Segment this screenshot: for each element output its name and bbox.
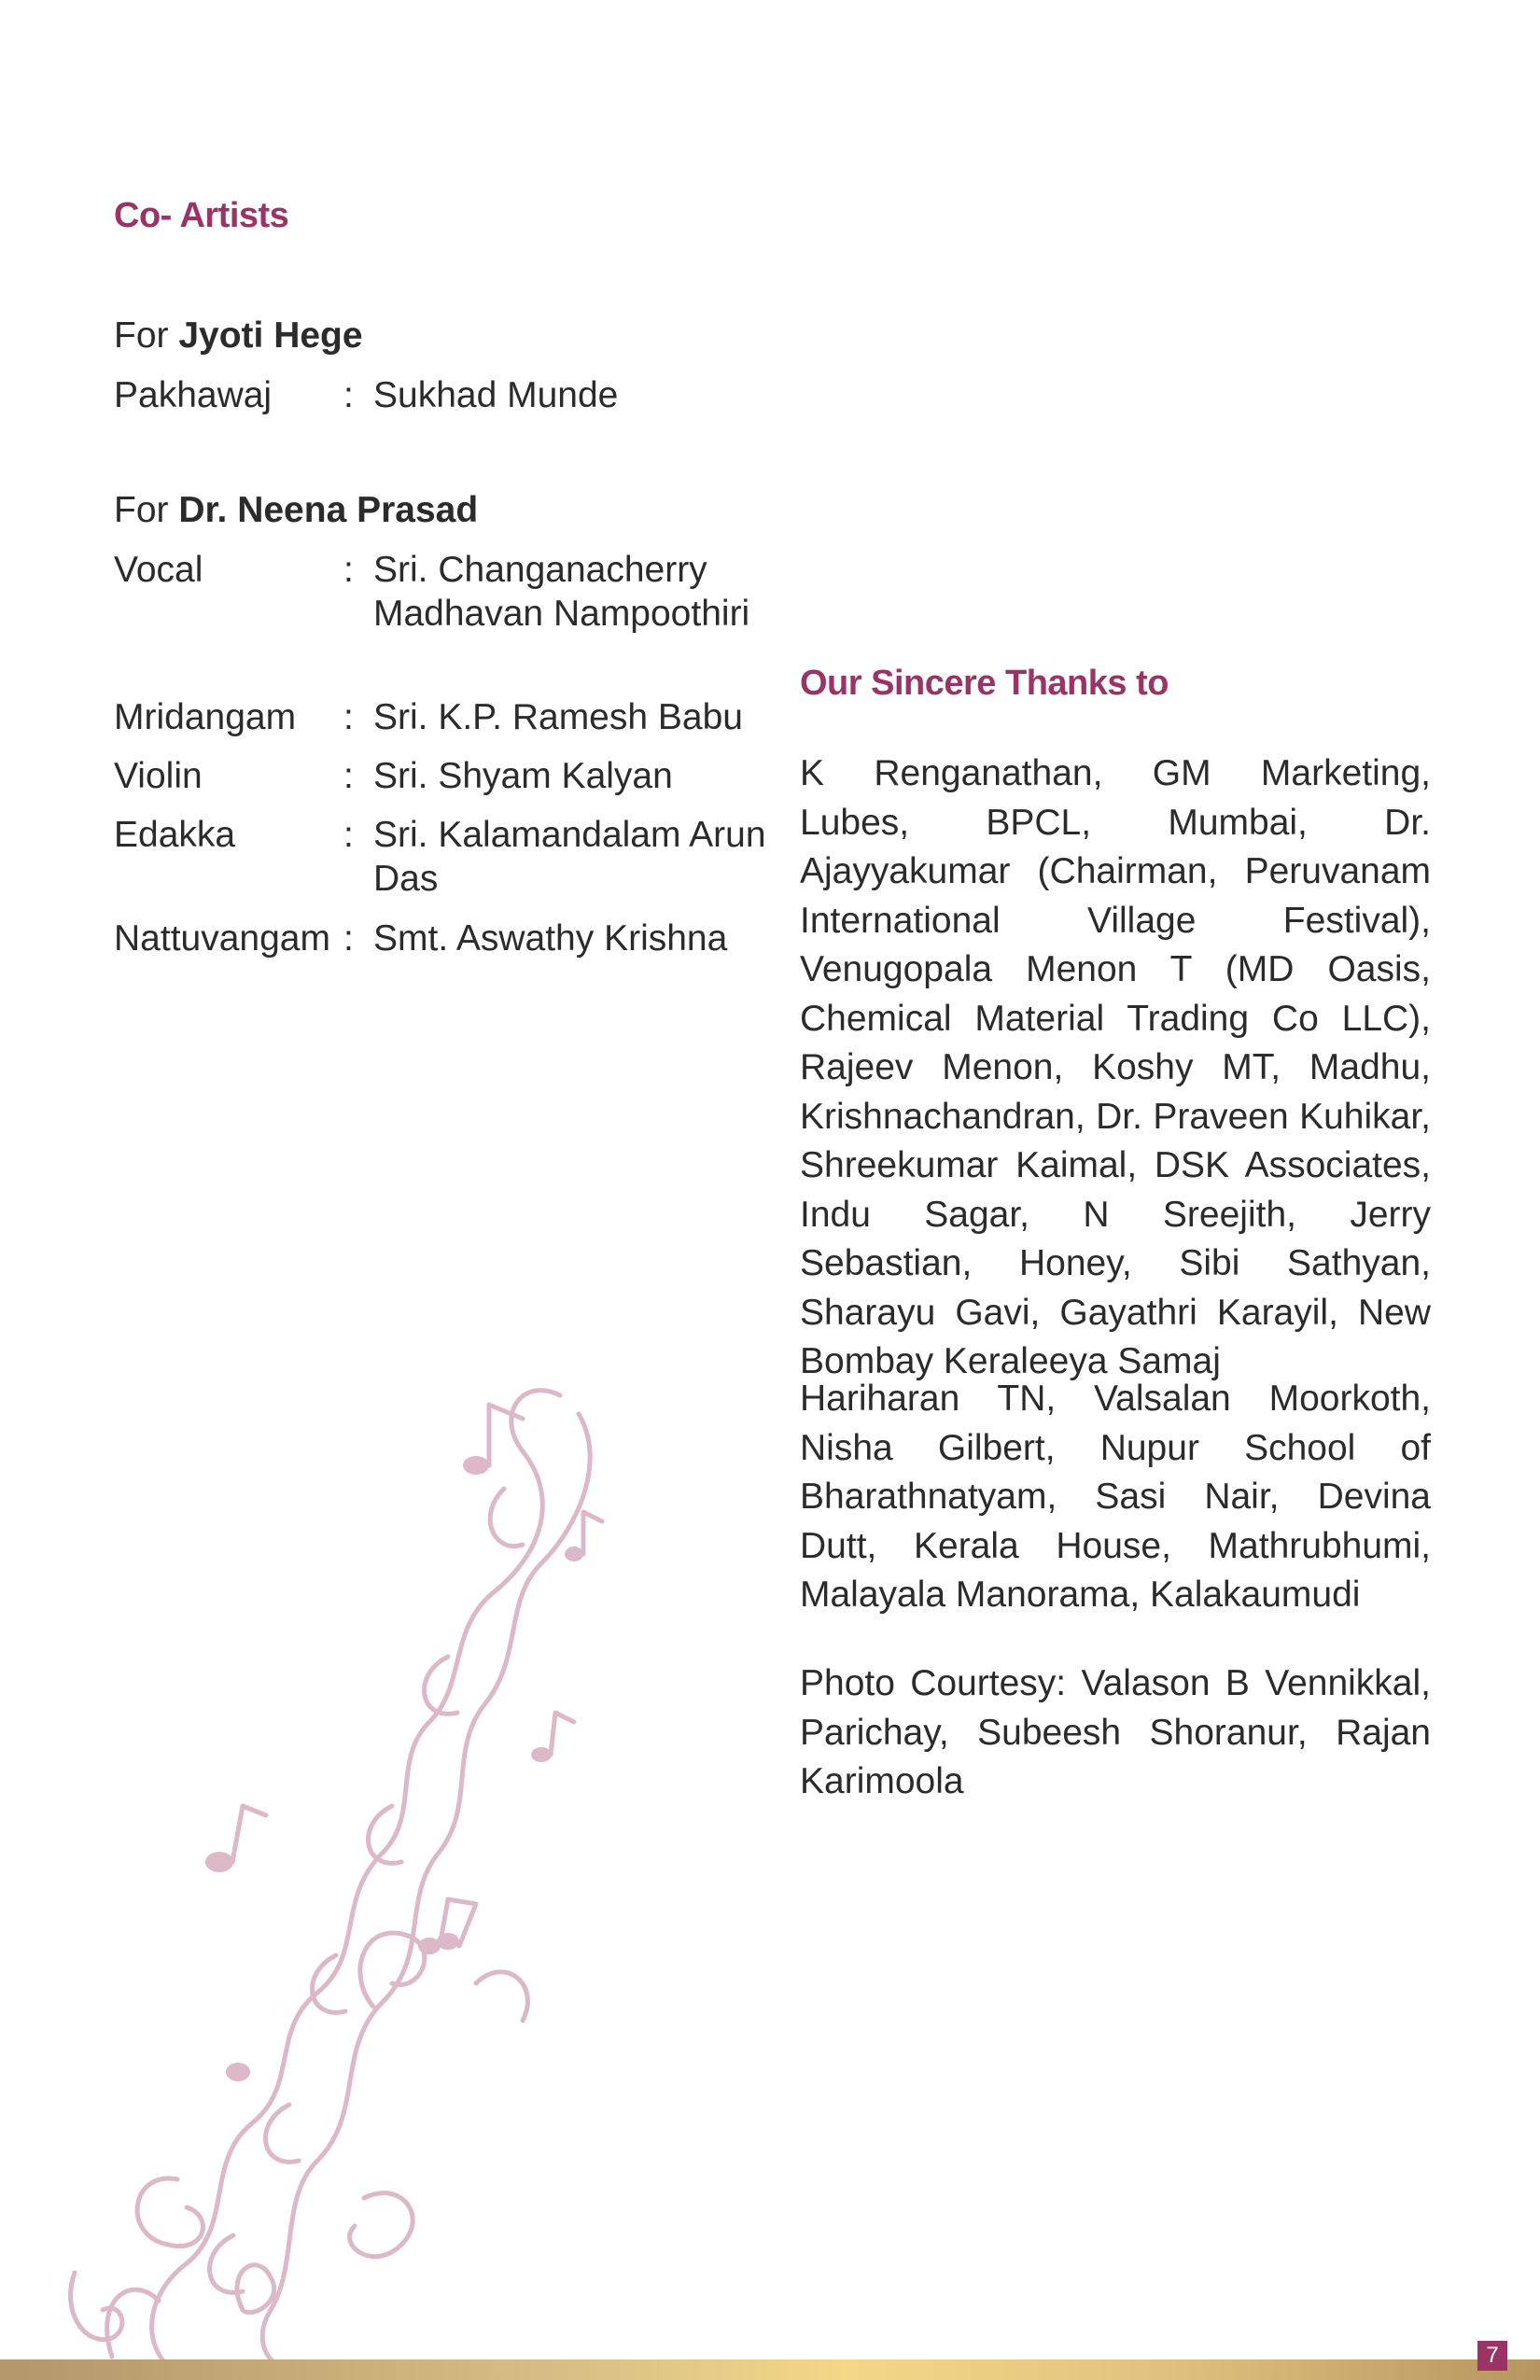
co-artists-heading: Co- Artists bbox=[114, 196, 289, 235]
group-title-neena-prasad bbox=[114, 490, 478, 531]
thanks-paragraph: Hariharan TN, Valsalan Moorkoth, Nisha Gilbert, Nupur School of Bharathnatyam, Sasi Nair, Devina Dutt, Kerala House, Mathrubhumi, Malayala Manorama, Kalakaumudi bbox=[800, 1379, 1431, 1615]
role-label: Nattuvangam bbox=[114, 918, 330, 959]
artist-name: Sri. K.P. Ramesh Babu bbox=[373, 697, 743, 737]
role-label: Pakhawaj bbox=[114, 375, 273, 415]
artist-name: Smt. Aswathy Krishna bbox=[373, 918, 728, 959]
role-label: Mridangam bbox=[114, 697, 297, 737]
separator: : bbox=[343, 550, 354, 590]
photo-courtesy-paragraph: Photo Courtesy: Valason B Vennikkal, Parichay, Subeesh Shoranur, Rajan Karimoola bbox=[800, 1663, 1431, 1801]
artist-name: Sukhad Munde bbox=[373, 375, 619, 415]
role-label: Edakka bbox=[114, 815, 236, 855]
group-title-jyoti-hege bbox=[114, 315, 363, 357]
role-label: Violin bbox=[114, 756, 203, 796]
artist-name: Sri. Changanacherry Madhavan Nampoothiri bbox=[373, 550, 750, 634]
for-label: For bbox=[114, 315, 169, 356]
performer-name: Jyoti Hege bbox=[178, 315, 363, 356]
artist-name: Sri. Shyam Kalyan bbox=[373, 756, 673, 796]
footer-band bbox=[0, 2359, 1540, 2380]
separator: : bbox=[343, 756, 354, 796]
separator: : bbox=[343, 697, 354, 737]
music-notes-swirl-ornament bbox=[56, 1377, 616, 2366]
separator: : bbox=[343, 918, 354, 959]
role-label: Vocal bbox=[114, 550, 203, 590]
separator: : bbox=[343, 375, 354, 415]
separator: : bbox=[343, 815, 354, 855]
performer-name: Dr. Neena Prasad bbox=[178, 490, 479, 530]
for-label: For bbox=[114, 490, 169, 530]
artist-name: Sri. Kalamandalam Arun Das bbox=[373, 815, 766, 899]
thanks-paragraph: K Renganathan, GM Marketing, Lubes, BPCL, Mumbai, Dr. Ajayyakumar (Chairman, Peruvanam International Village Festival), Venugopala Menon T (MD Oasis, Chemical Material Trading Co LLC), Rajeev Menon, Koshy MT, Madhu, Krishnachandran, Dr. Praveen Kuhikar, Shreekumar Kaimal, DSK Associates, Indu Sagar, N Sreejith, Jerry Sebastian, Honey, Sibi Sathyan, Sharayu Gavi, Gayathri Karayil, New Bombay Keraleeya Samaj bbox=[800, 753, 1431, 1381]
thanks-heading: Our Sincere Thanks to bbox=[800, 664, 1169, 703]
page-number: 7 bbox=[1477, 2341, 1507, 2371]
